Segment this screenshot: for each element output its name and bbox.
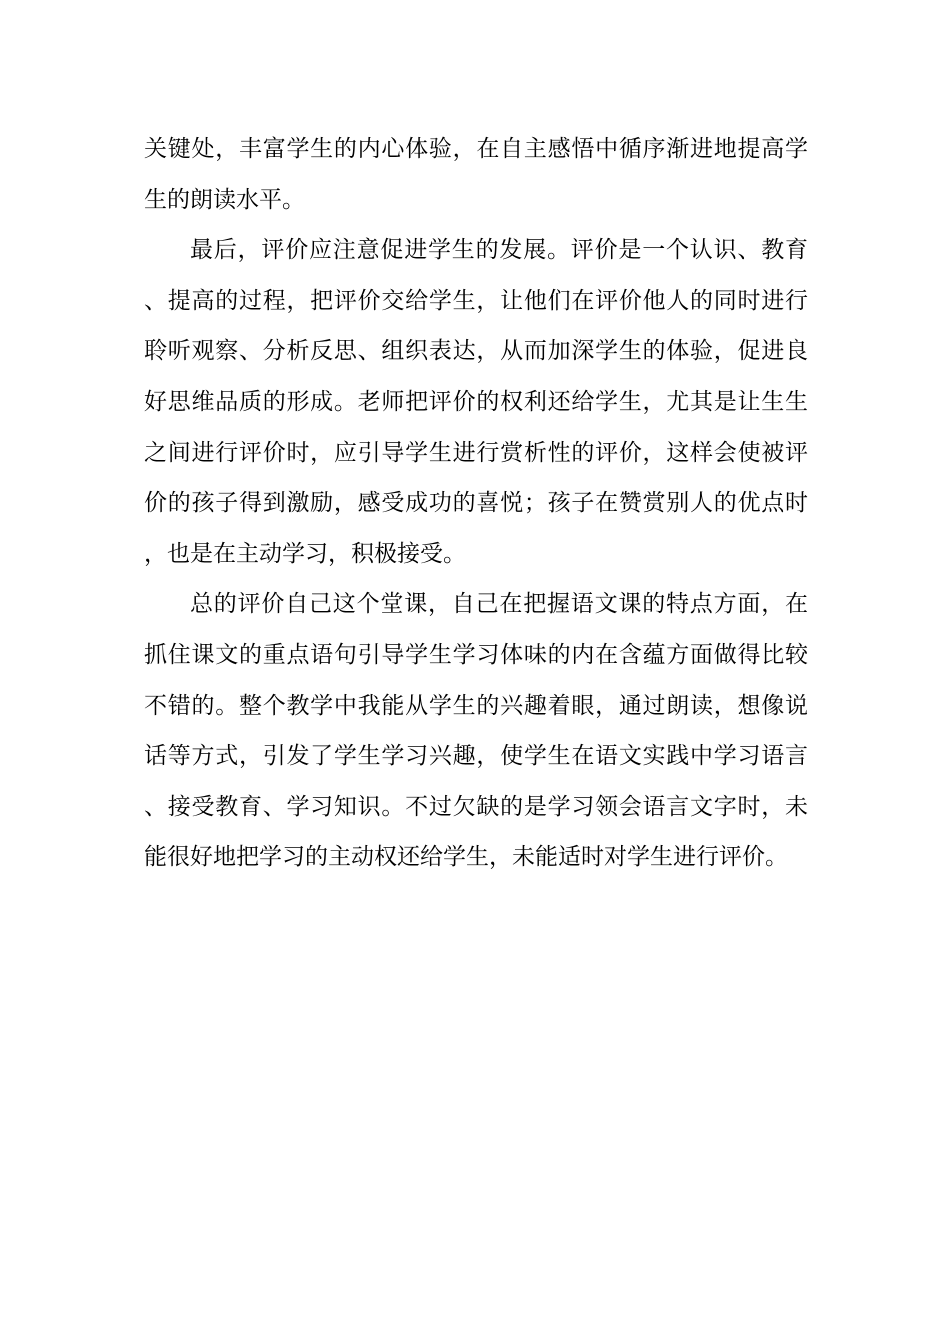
paragraph-continuation: 关键处，丰富学生的内心体验，在自主感悟中循序渐进地提高学生的朗读水平。 [144, 136, 808, 213]
paragraph-evaluation: 最后，评价应注意促进学生的发展。评价是一个认识、教育、提高的过程，把评价交给学生，让他们在评价他人的同时进行聆听观察、分析反思、组织表达，从而加深学生的体验，促进良好思维品质的形成。老师把评价的权利还给学生，尤其是让生生之间进行评价时，应引导学生进行赏析性的评价，这样会使被评价的孩子得到激励，感受成功的喜悦；孩子在赞赏别人的优点时，也是在主动学习，积极接受。 [144, 237, 808, 567]
paragraph-summary: 总的评价自己这个堂课，自己在把握语文课的特点方面，在抓住课文的重点语句引导学生学习体味的内在含蕴方面做得比较不错的。整个教学中我能从学生的兴趣着眼，通过朗读，想像说话等方式，引发了学生学习兴趣，使学生在语文实践中学习语言、接受教育、学习知识。不过欠缺的是学习领会语言文字时，未能很好地把学习的主动权还给学生，未能适时对学生进行评价。 [144, 591, 808, 871]
body-text [144, 124, 808, 883]
